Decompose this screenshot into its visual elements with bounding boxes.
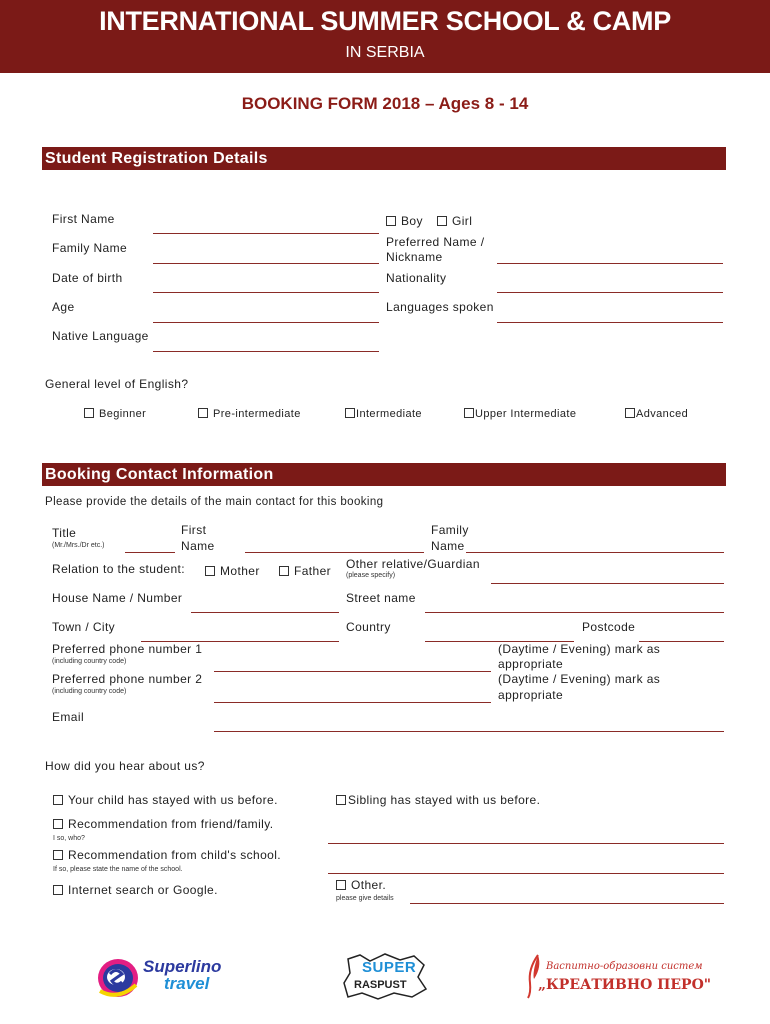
raspust-text: RASPUST: [354, 979, 407, 991]
contact-first-name-field[interactable]: [245, 552, 424, 553]
mother-label: Mother: [220, 564, 260, 578]
first-name-field[interactable]: [153, 233, 379, 234]
contact-family-name-label-2: Name: [431, 539, 465, 553]
checkbox-icon[interactable]: [198, 408, 208, 418]
first-name-label: First Name: [52, 212, 115, 226]
daytime-label-1a: (Daytime / Evening) mark as: [498, 642, 661, 656]
internet-label: Internet search or Google.: [68, 883, 218, 897]
school-label: Recommendation from child's school.: [68, 848, 282, 862]
native-language-field[interactable]: [153, 351, 379, 352]
title-label: Title: [52, 526, 77, 540]
travel-text: travel: [164, 974, 210, 993]
please-specify-hint: (please specify): [346, 572, 396, 579]
hear-internet-option[interactable]: [53, 883, 218, 897]
hear-friend-option[interactable]: [53, 817, 273, 831]
checkbox-icon[interactable]: [279, 566, 289, 576]
hear-sibling-option[interactable]: [336, 793, 540, 807]
father-label: Father: [294, 564, 332, 578]
school-name-field[interactable]: [328, 873, 724, 874]
level-upper-intermediate-option[interactable]: [464, 408, 576, 420]
daytime-label-2b: appropriate: [498, 688, 564, 702]
contact-family-name-label-1: Family: [431, 523, 469, 537]
form-title: BOOKING FORM 2018 – Ages 8 - 14: [241, 94, 529, 113]
checkbox-icon[interactable]: [336, 880, 346, 890]
contact-first-name-label-2: Name: [181, 539, 215, 553]
level-label: Advanced: [636, 408, 689, 420]
super-raspust-logo: [340, 953, 430, 1001]
stayed-label: Your child has stayed with us before.: [68, 793, 278, 807]
checkbox-icon[interactable]: [625, 408, 635, 418]
superlino-logo: [96, 955, 226, 1001]
family-name-label: Family Name: [52, 241, 128, 255]
level-label: Intermediate: [356, 408, 422, 420]
native-language-label: Native Language: [52, 329, 149, 343]
hear-other-option[interactable]: [336, 878, 386, 892]
superlino-text: Superlino: [143, 957, 222, 976]
contact-first-name-label-1: First: [181, 523, 207, 537]
contact-family-name-field[interactable]: [466, 552, 724, 553]
level-pre-intermediate-option[interactable]: [198, 408, 301, 420]
checkbox-icon[interactable]: [84, 408, 94, 418]
kreativno-subtitle: Васпитно-образовни систем: [546, 961, 703, 972]
age-label: Age: [52, 300, 75, 314]
header-subtitle: IN SERBIA: [345, 44, 425, 61]
checkbox-icon[interactable]: [336, 795, 346, 805]
level-beginner-option[interactable]: [84, 408, 146, 420]
section-contact-title: Booking Contact Information: [42, 463, 726, 486]
contact-intro: Please provide the details of the main contact for this booking: [45, 496, 384, 508]
family-name-field[interactable]: [153, 263, 379, 264]
preferred-name-label-1: Preferred Name /: [386, 235, 485, 249]
school-name-hint: If so, please state the name of the school.: [53, 866, 183, 873]
checkbox-icon[interactable]: [53, 819, 63, 829]
house-label: House Name / Number: [52, 591, 183, 605]
nationality-label: Nationality: [386, 271, 447, 285]
checkbox-icon[interactable]: [205, 566, 215, 576]
relation-label: Relation to the student:: [52, 562, 186, 576]
dob-field[interactable]: [153, 292, 379, 293]
preferred-name-label-2: Nickname: [386, 250, 443, 264]
friend-label: Recommendation from friend/family.: [68, 817, 274, 831]
phone2-field[interactable]: [214, 702, 491, 703]
sibling-label: Sibling has stayed with us before.: [348, 793, 541, 807]
title-hint: (Mr./Mrs./Dr etc.): [52, 542, 105, 549]
other-details-field[interactable]: [410, 903, 724, 904]
header-banner: [0, 0, 770, 73]
section-student-title: Student Registration Details: [42, 147, 726, 170]
languages-field[interactable]: [497, 322, 723, 323]
checkbox-icon[interactable]: [53, 795, 63, 805]
level-label: Pre-intermediate: [213, 408, 301, 420]
checkbox-icon[interactable]: [437, 216, 447, 226]
nationality-field[interactable]: [497, 292, 723, 293]
other-relative-field[interactable]: [491, 583, 724, 584]
friend-who-field[interactable]: [328, 843, 724, 844]
checkbox-icon[interactable]: [53, 850, 63, 860]
checkbox-icon[interactable]: [464, 408, 474, 418]
boy-label: Boy: [401, 214, 423, 228]
age-field[interactable]: [153, 322, 379, 323]
gender-girl-option[interactable]: [437, 214, 472, 228]
hear-school-option[interactable]: [53, 848, 281, 862]
level-intermediate-option[interactable]: [345, 408, 422, 420]
checkbox-icon[interactable]: [53, 885, 63, 895]
postcode-label: Postcode: [582, 620, 636, 634]
other-details-hint: please give details: [336, 895, 394, 902]
languages-label: Languages spoken: [386, 300, 494, 314]
level-label: Upper Intermediate: [475, 408, 577, 420]
phone2-hint: (including country code): [52, 688, 127, 695]
header-title: INTERNATIONAL SUMMER SCHOOL & CAMP: [99, 6, 671, 36]
preferred-name-field[interactable]: [497, 263, 723, 264]
super-text: SUPER: [362, 959, 417, 976]
country-label: Country: [346, 620, 391, 634]
phone1-label: Preferred phone number 1: [52, 642, 203, 656]
gender-boy-option[interactable]: [386, 214, 423, 228]
friend-who-hint: I so, who?: [53, 835, 85, 842]
level-label: Beginner: [99, 408, 147, 420]
daytime-label-1b: appropriate: [498, 657, 564, 671]
town-label: Town / City: [52, 620, 116, 634]
relation-mother-option[interactable]: [205, 564, 260, 578]
daytime-label-2a: (Daytime / Evening) mark as: [498, 672, 661, 686]
checkbox-icon[interactable]: [345, 408, 355, 418]
email-label: Email: [52, 710, 85, 724]
phone2-label: Preferred phone number 2: [52, 672, 203, 686]
phone1-hint: (including country code): [52, 658, 127, 665]
kreativno-title: „КРЕАТИВНО ПЕРО": [538, 977, 712, 993]
street-label: Street name: [346, 591, 416, 605]
title-field[interactable]: [125, 552, 175, 553]
phone1-field[interactable]: [214, 671, 491, 672]
hear-question: How did you hear about us?: [45, 759, 205, 773]
hear-stayed-option[interactable]: [53, 793, 278, 807]
girl-label: Girl: [452, 214, 473, 228]
email-field[interactable]: [214, 731, 724, 732]
relation-father-option[interactable]: [279, 564, 331, 578]
dob-label: Date of birth: [52, 271, 123, 285]
checkbox-icon[interactable]: [386, 216, 396, 226]
house-field[interactable]: [191, 612, 339, 613]
street-field[interactable]: [425, 612, 724, 613]
other-label: Other.: [351, 878, 387, 892]
level-advanced-option[interactable]: [625, 408, 688, 420]
kreativno-pero-logo: [524, 953, 712, 1001]
other-relative-label: Other relative/Guardian: [346, 557, 480, 571]
english-level-question: General level of English?: [45, 377, 189, 391]
